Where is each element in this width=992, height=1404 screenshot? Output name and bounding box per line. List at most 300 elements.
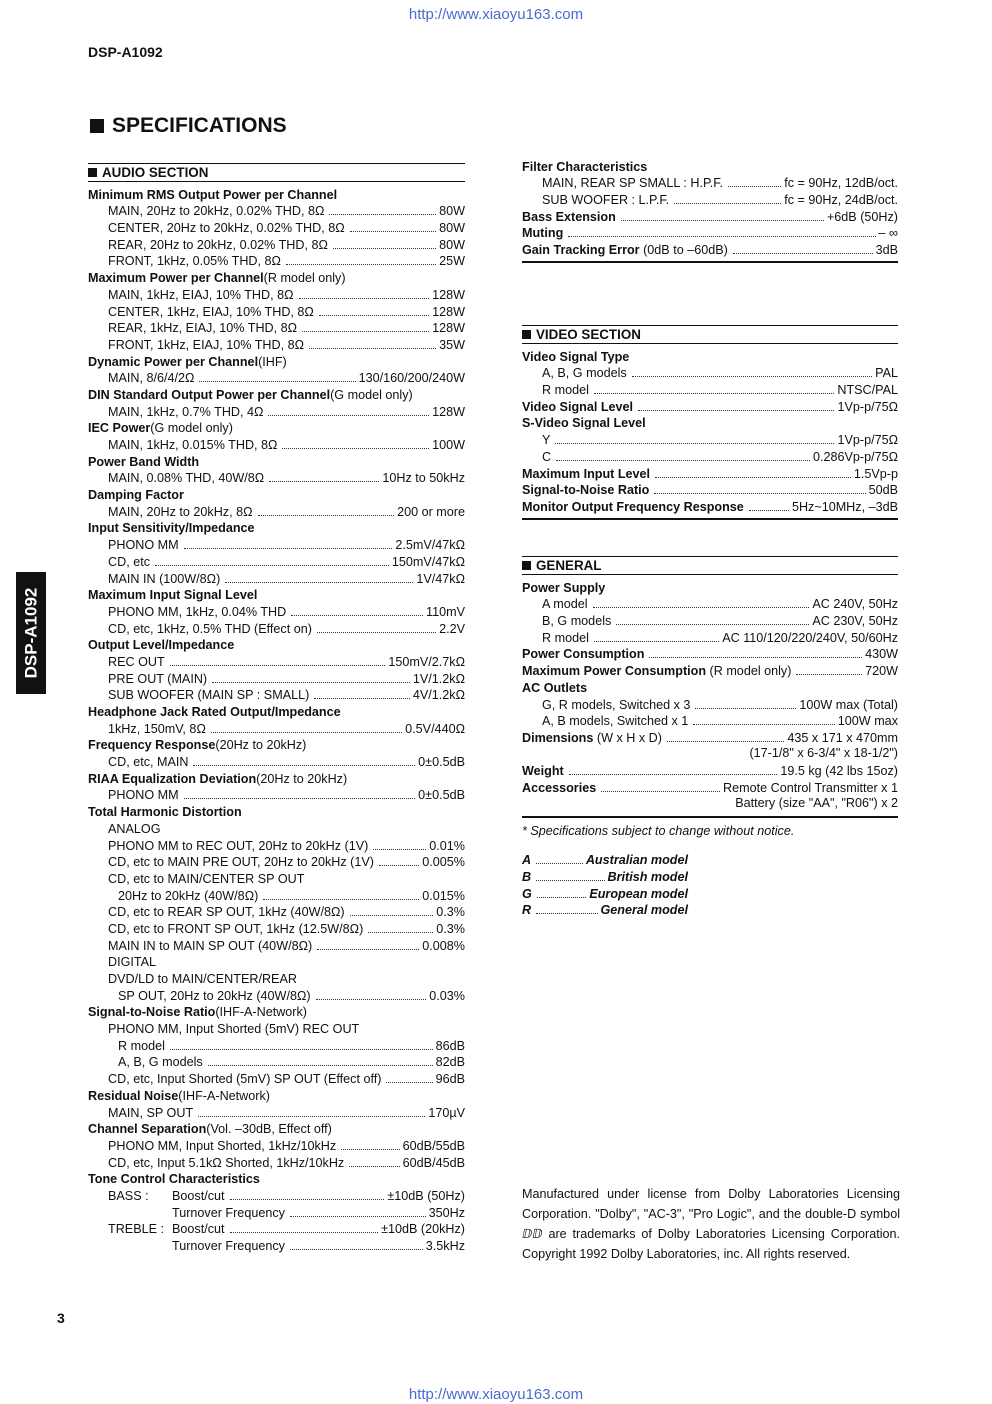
dot-leader [649,657,862,658]
spec-key: Gain Tracking Error (0dB to –60dB) [522,243,728,258]
spec-value: Remote Control Transmitter x 1 [723,780,898,795]
dot-leader [184,798,416,799]
spec-row [88,570,465,587]
spec-sublabel [88,1020,465,1037]
dot-leader [282,448,429,449]
spec-row [88,753,465,770]
spec-value: British model [607,870,688,884]
spec-value: 60dB/55dB [402,1138,465,1153]
general-section [522,556,898,918]
dot-leader [317,632,436,633]
spec-value: 0.3% [436,921,465,936]
spec-row [522,779,898,796]
spec-row [88,1104,465,1121]
spec-value: 19.5 kg (42 lbs 15oz) [780,764,898,779]
spec-key: Dimensions (W x H x D) [522,730,662,745]
dot-leader [601,791,720,792]
spec-key: Tone Control Characteristics [88,1172,260,1187]
spec-key: REC OUT [108,654,165,669]
spec-row [88,303,465,320]
spec-key: DIGITAL [108,955,157,970]
dot-leader [193,765,415,766]
spec-key: PHONO MM, Input Shorted, 1kHz/10kHz [108,1138,337,1153]
spec-key: CENTER, 20Hz to 20kHz, 0.02% THD, 8Ω [108,221,345,236]
spec-key: DIN Standard Output Power per Channel [88,387,331,402]
dot-leader [594,393,834,394]
spec-row [88,1154,465,1171]
spec-row [522,596,898,613]
spec-value: 100W [432,438,465,452]
spec-row [88,1137,465,1154]
spec-key: MAIN, 8/6/4/2Ω [108,371,195,386]
spec-key: MAIN, 1kHz, 0.015% THD, 8Ω [108,438,278,452]
dot-leader [291,615,423,616]
dot-leader [667,741,784,742]
spec-key: Maximum Input Level [522,466,651,481]
spec-sublabel [88,954,465,971]
spec-key: Video Signal Level [522,399,634,414]
dot-leader [368,932,433,933]
spec-value: 128W [432,321,465,336]
dot-leader [373,849,426,850]
spec-row [88,620,465,637]
spec-value: 80W [439,221,465,236]
spec-value: 96dB [435,1072,465,1087]
spec-row [88,1187,465,1204]
dot-leader [655,477,851,478]
spec-key: (R model only) [263,271,346,286]
spec-label [88,703,465,720]
side-tab: DSP-A1092 [16,572,46,694]
spec-row [88,253,465,270]
dot-leader [621,220,824,221]
spec-value: AC 110/120/220/240V, 50/60Hz [722,630,898,645]
section-heading: VIDEO SECTION [522,325,898,344]
dot-leader [349,1166,399,1167]
spec-key: REAR, 20Hz to 20kHz, 0.02% THD, 8Ω [108,237,328,252]
spec-key: MAIN, REAR SP SMALL : H.P.F. [542,176,724,191]
spec-key: TREBLE : [108,1222,164,1237]
spec-value: 1.5Vp-p [853,466,898,481]
page-number: 3 [57,1310,65,1326]
spec-key: IEC Power [88,421,151,436]
dot-leader [329,214,436,215]
dot-leader [693,724,835,725]
spec-row [88,1204,465,1221]
spec-row [88,603,465,620]
spec-key: A, B, G models [118,1055,203,1070]
legend-row [522,868,688,885]
spec-row [88,403,465,420]
spec-key: Damping Factor [88,488,184,503]
spec-row [88,286,465,303]
spec-row [522,612,898,629]
spec-value: Australian model [585,853,688,868]
dot-leader [170,1049,433,1050]
spec-value: 80W [439,204,465,219]
spec-key: R model [542,630,589,645]
spec-value: 35W [439,337,465,352]
spec-row [522,225,898,242]
dot-leader [350,231,436,232]
spec-value: 2.5mV/47kΩ [395,538,465,553]
spec-key: MAIN, 20Hz to 20kHz, 0.02% THD, 8Ω [108,204,325,219]
spec-key: MAIN IN (100W/8Ω) [108,571,221,586]
spec-key: Power Band Width [88,454,200,469]
spec-sublabel [88,970,465,987]
spec-row [522,465,898,482]
page-title: SPECIFICATIONS [90,114,287,138]
spec-value: 0.03% [429,988,465,1003]
spec-row [88,553,465,570]
legend-row [522,885,688,902]
spec-value: 0.008% [422,938,465,953]
spec-value: 435 x 171 x 470mm [787,730,898,745]
spec-key: CD, etc, Input Shorted (5mV) SP OUT (Effect off) [108,1072,382,1087]
dot-leader [316,999,427,1000]
spec-key: (G model only) [150,421,233,436]
spec-key: A [522,853,532,868]
spec-key: MAIN IN to MAIN SP OUT (40W/8Ω) [108,938,313,953]
legend-row [522,852,688,869]
spec-key: CD, etc, 1kHz, 0.5% THD (Effect on) [108,621,312,636]
dot-leader [208,1065,433,1066]
video-section [522,325,898,520]
spec-value: 0.01% [429,838,465,853]
spec-key: CD, etc [108,554,150,569]
square-bullet-icon [88,168,97,177]
spec-row [88,653,465,670]
spec-row [522,729,898,746]
spec-value: 430W [865,647,898,662]
spec-label [522,348,898,365]
spec-value: 150mV/47kΩ [391,554,465,569]
spec-key: DVD/LD to MAIN/CENTER/REAR [108,972,297,986]
spec-row [88,1221,465,1238]
spec-row [522,763,898,780]
spec-value: 110mV [426,604,465,619]
square-bullet-icon [90,119,104,133]
spec-row [522,431,898,448]
spec-key: B, G models [542,614,612,629]
spec-value: 1Vp-p/75Ω [837,433,898,448]
spec-row [88,720,465,737]
spec-value: 3dB [875,243,898,258]
spec-key: Turnover Frequency [172,1205,285,1220]
spec-key: PHONO MM, 1kHz, 0.04% THD [108,604,287,619]
spec-row [88,1037,465,1054]
spec-value: fc = 90Hz, 24dB/oct. [784,193,898,208]
dot-leader [379,865,419,866]
dot-leader [733,253,873,254]
dot-leader [333,248,436,249]
spec-key: CD, etc, Input 5.1kΩ Shorted, 1kHz/10kHz [108,1155,345,1170]
spec-key: FRONT, 1kHz, EIAJ, 10% THD, 8Ω [108,337,305,352]
spec-key: (Vol. –30dB, Effect off) [206,1122,332,1137]
spec-key: MAIN, 20Hz to 20kHz, 8Ω [108,504,253,519]
spec-row [522,208,898,225]
spec-label [88,486,465,503]
spec-label [88,770,465,787]
spec-continuation [522,746,898,763]
spec-row [522,381,898,398]
spec-label [88,737,465,754]
audio-section [88,163,465,1254]
spec-value: fc = 90Hz, 12dB/oct. [784,176,898,191]
spec-value: 128W [432,404,465,419]
spec-value: 128W [432,287,465,302]
spec-key: PHONO MM [108,538,179,553]
dot-leader [674,203,781,204]
spec-row [88,203,465,220]
dot-leader [290,1249,423,1250]
spec-value: 128W [432,304,465,319]
section-end-rule [522,816,898,818]
dot-leader [286,264,436,265]
spec-value: 4V/1.2kΩ [412,688,465,703]
dot-leader [155,565,389,566]
model-name: DSP-A1092 [88,44,163,60]
square-bullet-icon [522,330,531,339]
spec-key: (IHF-A-Network) [215,1005,307,1020]
spec-sublabel [88,820,465,837]
spec-value: General model [600,903,688,918]
dot-leader [317,949,419,950]
spec-label [88,269,465,286]
spec-row [88,436,465,453]
spec-key: Input Sensitivity/Impedance [88,521,255,536]
spec-key: MAIN, SP OUT [108,1105,194,1120]
dot-leader [695,708,796,709]
spec-key: Minimum RMS Output Power per Channel [88,187,338,202]
spec-key: PHONO MM to REC OUT, 20Hz to 20kHz (1V) [108,838,369,853]
dot-leader [536,913,597,914]
spec-value: 100W max [837,714,898,729]
spec-key: REAR, 1kHz, EIAJ, 10% THD, 8Ω [108,321,298,336]
spec-key: Accessories [522,780,597,795]
dot-leader [302,331,429,332]
dot-leader [268,415,429,416]
dot-leader [170,665,386,666]
spec-key: Boost/cut [172,1222,225,1237]
spec-value: 0.5V/440Ω [405,721,465,736]
spec-row [88,687,465,704]
dot-leader [199,381,355,382]
spec-key: G [522,886,532,901]
section-heading: AUDIO SECTION [88,163,465,182]
spec-key: Total Harmonic Distortion [88,805,242,820]
spec-label [522,679,898,696]
spec-value: 150mV/2.7kΩ [388,654,465,669]
spec-key: (IHF-A-Network) [178,1088,270,1103]
spec-key: Turnover Frequency [172,1239,285,1253]
spec-key: A, B models, Switched x 1 [542,714,689,729]
dot-leader [341,1149,400,1150]
spec-key: Residual Noise [88,1088,179,1103]
spec-value: ±10dB (20kHz) [381,1222,465,1237]
spec-key: (IHF) [258,354,287,369]
spec-key: Maximum Power Consumption (R model only) [522,664,792,679]
spec-key: Frequency Response [88,738,216,753]
spec-row [522,498,898,515]
dot-leader [184,548,393,549]
spec-key: Video Signal Type [522,349,630,364]
spec-label [88,1004,465,1021]
spec-value: 130/160/200/240W [358,371,465,386]
dot-leader [749,510,789,511]
spec-key: CD, etc, MAIN [108,755,189,770]
dot-leader [594,641,719,642]
spec-key: PHONO MM [108,788,179,803]
spec-row [88,236,465,253]
spec-row [522,241,898,258]
spec-key: SUB WOOFER (MAIN SP : SMALL) [108,688,310,703]
spec-key: Dynamic Power per Channel [88,354,259,369]
spec-row [522,191,898,208]
spec-row [88,536,465,553]
spec-row [88,937,465,954]
spec-value: 50dB [868,483,898,498]
spec-key: Maximum Power per Channel [88,271,264,286]
model-legend [522,852,688,919]
spec-row [88,854,465,871]
header-url[interactable]: http://www.xiaoyu163.com [408,6,584,23]
spec-value: NTSC/PAL [837,383,898,398]
spec-row [88,320,465,337]
spec-key: PRE OUT (MAIN) [108,671,208,686]
spec-key: Headphone Jack Rated Output/Impedance [88,705,341,719]
spec-key: BASS : [108,1188,149,1203]
spec-row [88,904,465,921]
dot-leader [225,582,413,583]
spec-value: 1V/1.2kΩ [412,671,465,686]
dot-leader [536,880,604,881]
spec-label [88,453,465,470]
spec-label [88,186,465,203]
spec-key: R model [118,1038,165,1053]
spec-key: MAIN, 1kHz, EIAJ, 10% THD, 8Ω [108,287,294,302]
dot-leader [556,460,810,461]
spec-value: 80W [439,237,465,252]
spec-key: Muting [522,226,564,241]
spec-key: R model [542,383,589,398]
spec-value: 2.2V [439,621,465,636]
spec-label [88,1121,465,1138]
spec-value: 82dB [435,1055,465,1070]
spec-key: (20Hz to 20kHz) [256,771,348,786]
spec-key: FRONT, 1kHz, 0.05% THD, 8Ω [108,254,281,269]
spec-row [522,365,898,382]
spec-row [522,662,898,679]
spec-key: 20Hz to 20kHz (40W/8Ω) [118,888,259,903]
dot-leader [198,1116,425,1117]
spec-key: SUB WOOFER : L.P.F. [542,193,670,208]
spec-key: Output Level/Impedance [88,638,235,653]
spec-key: ANALOG [108,821,161,836]
spec-value: 170µV [428,1105,465,1120]
spec-value: 60dB/45dB [402,1155,465,1170]
spec-label [88,1171,465,1188]
spec-row [522,713,898,730]
spec-key: CD, etc to MAIN/CENTER SP OUT [108,871,305,886]
dot-leader [632,376,872,377]
spec-value: 200 or more [397,504,465,519]
dot-leader [230,1199,385,1200]
dot-leader [269,481,379,482]
dot-leader [638,410,834,411]
spec-key: Bass Extension [522,209,616,224]
spec-row [88,219,465,236]
spec-value: 720W [865,664,898,679]
spec-label [522,415,898,432]
spec-value: 350Hz [428,1205,465,1220]
spec-key: G, R models, Switched x 3 [542,697,691,712]
spec-value: AC 230V, 50Hz [812,614,898,629]
spec-row [88,470,465,487]
spec-value: 3.5kHz [425,1239,465,1253]
legend-row [522,902,688,919]
spec-key: B [522,870,532,884]
spec-key: Channel Separation [88,1122,207,1137]
spec-key: Power Consumption [522,647,645,662]
spec-row [88,920,465,937]
spec-key: Y [542,433,551,448]
spec-key: Weight [522,764,564,779]
spec-key: 1kHz, 150mV, 8Ω [108,721,206,736]
spec-key: CD, etc to FRONT SP OUT, 1kHz (12.5W/8Ω) [108,921,364,936]
spec-label [88,420,465,437]
spec-label [88,1087,465,1104]
spec-value: 0±0.5dB [418,755,465,770]
spec-key: (20Hz to 20kHz) [215,738,307,753]
dot-leader [314,698,410,699]
dot-leader [299,298,430,299]
spec-key: R [522,903,532,918]
spec-key: C [542,449,552,464]
spec-sublabel [88,870,465,887]
spec-key: S-Video Signal Level [522,416,646,431]
dot-leader [616,624,809,625]
spec-key: Signal-to-Noise Ratio [88,1005,216,1020]
footer-url[interactable]: http://www.xiaoyu163.com [408,1386,584,1403]
spec-key: Signal-to-Noise Ratio [522,483,650,498]
spec-key: Battery (size "AA", "R06") x 2 [735,795,898,810]
dot-leader [728,186,781,187]
dot-leader [593,607,810,608]
spec-value: 1V/47kΩ [416,571,465,586]
section-end-rule [522,261,898,263]
spec-key: MAIN, 0.08% THD, 40W/8Ω [108,471,265,486]
spec-value: 0±0.5dB [418,788,465,803]
spec-row [88,670,465,687]
dot-leader [568,236,875,237]
dot-leader [230,1232,379,1233]
spec-key: CENTER, 1kHz, EIAJ, 10% THD, 8Ω [108,304,314,319]
spec-row [88,1054,465,1071]
spec-key: Boost/cut [172,1188,225,1203]
spec-continuation [522,796,898,813]
spec-label [88,587,465,604]
spec-label [88,803,465,820]
dot-leader [212,682,410,683]
spec-label [88,386,465,403]
spec-key: A, B, G models [542,366,627,381]
spec-value: European model [589,886,688,901]
spec-label [522,579,898,596]
spec-value: 0.005% [422,855,465,870]
spec-value: 10Hz to 50kHz [382,471,465,486]
spec-key: Filter Characteristics [522,159,648,174]
